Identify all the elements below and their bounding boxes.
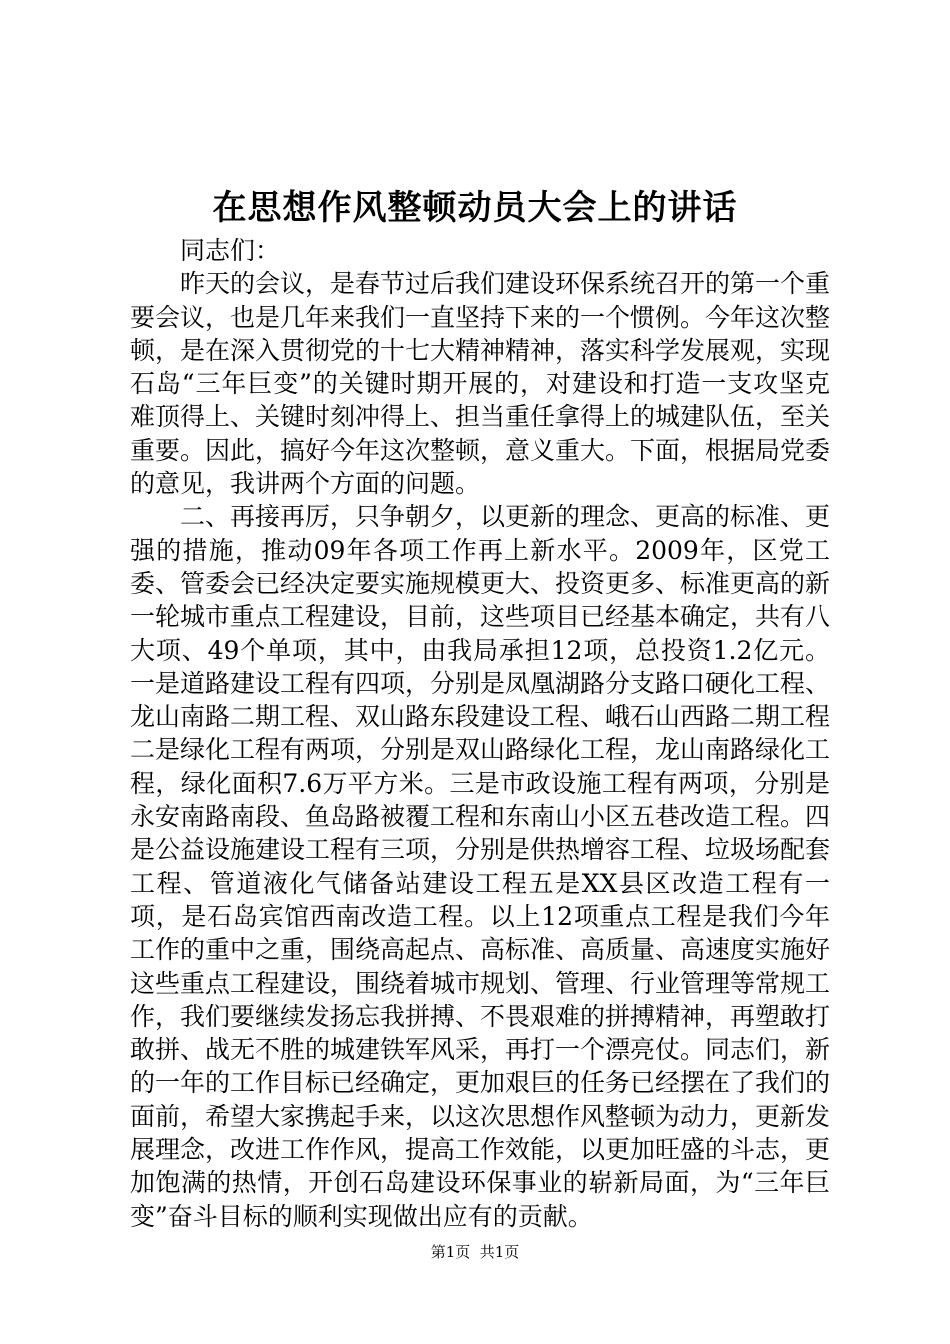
page-footer [0, 1240, 950, 1264]
body-paragraph-2: 二、再接再厉，只争朝夕，以更新的理念、更高的标准、更强的措施，推动09年各项工作再上新水平。2009年，区党工委、管委会已经决定要实施规模更大、投资更多、标准更高的新一轮城市重点工程建设，目前，这些项目已经基本确定，共有八大项、49个单项，其中，由我局承担12项，总投资1.2亿元。一是道路建设工程有四项，分别是凤凰湖路分支路口硬化工程、龙山南路二期工程、双山路东段建设工程、峨石山西路二期工程二是绿化工程有两项，分别是双山路绿化工程，龙山南路绿化工程，绿化面积7.6万平方米。三是市政设施工程有两项，分别是永安南路南段、鱼岛路被覆工程和东南山小区五巷改造工程。四是公益设施建设工程有三项，分别是供热增容工程、垃圾场配套工程、管道液化气储备站建设工程五是XX县区改造工程有一项，是石岛宾馆西南改造工程。以上12项重点工程是我们今年工作的重中之重，围绕高起点、高标准、高质量、高速度实施好这些重点工程建设，围绕着城市规划、管理、行业管理等常规工作，我们要继续发扬忘我拼搏、不畏艰难的拼搏精神，再塑敢打敢拼、战无不胜的城建铁军风采，再打一个漂亮仗。同志们，新的一年的工作目标已经确定，更加艰巨的任务已经摆在了我们的面前，希望大家携起手来，以这次思想作风整顿为动力，更新发展理念，改进工作作风，提高工作效能，以更加旺盛的斗志，更加饱满的热情，开创石岛建设环保事业的崭新局面，为“三年巨变”奋斗目标的顺利实现做出应有的贡献。 [130, 502, 831, 1231]
document-body [130, 234, 830, 1233]
page-number: 第1页 共1页 [430, 1243, 520, 1261]
document-title: 在思想作风整顿动员大会上的讲话 [212, 188, 738, 228]
salutation-paragraph: 同志们： [180, 236, 281, 265]
body-paragraph-1: 昨天的会议，是春节过后我们建设环保系统召开的第一个重要会议，也是几年来我们一直坚持下来的一个惯例。今年这次整顿，是在深入贯彻党的十七大精神精神，落实科学发展观，实现石岛“三年巨变”的关键时期开展的，对建设和打造一支攻坚克难顶得上、关键时刻冲得上、担当重任拿得上的城建队伍，至关重要。因此，搞好今年这次整顿，意义重大。下面，根据局党委的意见，我讲两个方面的问题。 [130, 269, 831, 499]
